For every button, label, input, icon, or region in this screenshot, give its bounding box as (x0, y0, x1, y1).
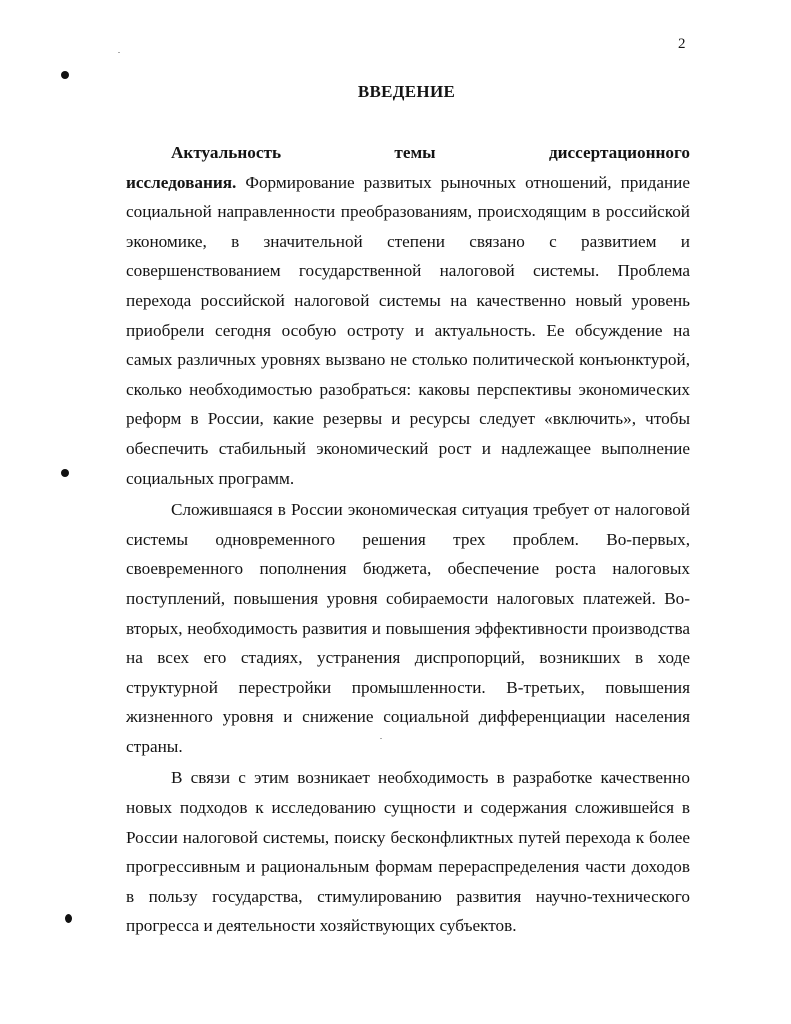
binding-hole-mark (61, 469, 69, 477)
paragraph-text: В связи с этим возникает необходимость в разработке качественно новых подходов к исследованию сущности и содержания сложившейся в России налоговой системы, поиску бесконфликтных путей перехода к более прогрессивным и рациональным формам перераспределения части доходов в пользу государства, стимулированию развития научно-технического прогресса и деятельности хозяйствующих субъектов. (126, 768, 690, 936)
body-text (126, 138, 690, 941)
section-title: ВВЕДЕНИЕ (357, 82, 456, 101)
scan-speck (118, 52, 120, 53)
page-number: 2 (678, 36, 686, 52)
binding-hole-mark (61, 71, 69, 79)
paragraph-lead-heading: Актуальность темы диссертационного исследования. (126, 143, 690, 192)
paragraph-relevance (126, 138, 690, 493)
paragraph-text: Сложившаяся в России экономическая ситуация требует от налоговой системы одновременного решения трех проблем. Во-первых, своевременного пополнения бюджета, обеспечение роста налоговых поступлений, повышения уровня собираемости налоговых платежей. Во-вторых, необходимость развития и повышения эффективности производства на всех его стадиях, устранения диспропорций, возникших в ходе структурной перестройки промышленности. В-третьих, повышения жизненного уровня и снижение социальной дифференциации населения страны. (126, 500, 690, 756)
paragraph-text: Формирование развитых рыночных отношений, придание социальной направленности преобразованиям, происходящим в российской экономике, в значительной степени связано с развитием и совершенствованием государственной налоговой системы. Проблема перехода российской налоговой системы на качественно новый уровень приобрели сегодня особую остроту и актуальность. Ее обсуждение на самых различных уровнях вызвано не столько политической конъюнктурой, сколько необходимостью разобраться: каковы перспективы экономических реформ в России, какие резервы и ресурсы следует «включить», чтобы обеспечить стабильный экономический рост и надлежащее выполнение социальных программ. (126, 172, 690, 488)
binding-hole-mark (65, 914, 72, 923)
paragraph-new-approaches (126, 763, 690, 941)
paragraph-economic-situation (126, 495, 690, 761)
